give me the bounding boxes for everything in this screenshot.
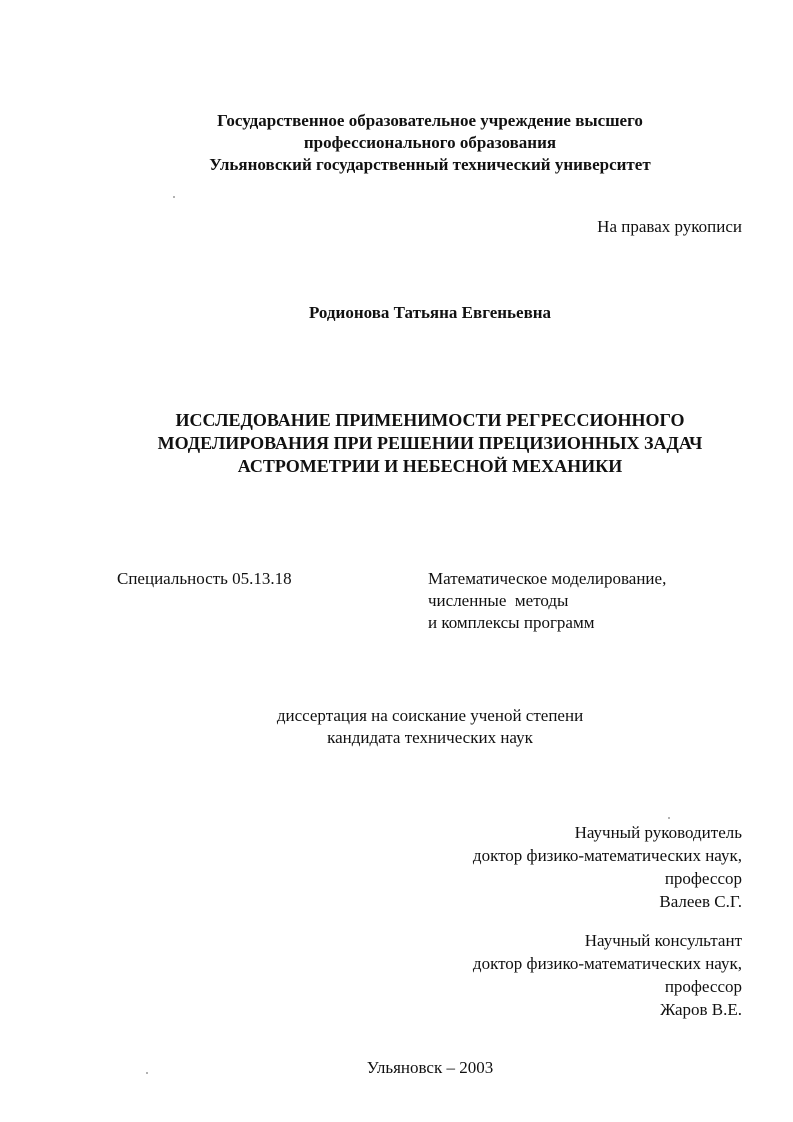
consultant-title: профессор (664, 977, 742, 996)
institution-heading (110, 110, 750, 176)
author-name: Родионова Татьяна Евгеньевна (308, 303, 552, 322)
title-line-1: ИССЛЕДОВАНИЕ ПРИМЕНИМОСТИ РЕГРЕССИОННОГО (175, 410, 685, 430)
scan-speck (173, 196, 175, 198)
title-line-2: МОДЕЛИРОВАНИЯ ПРИ РЕШЕНИИ ПРЕЦИЗИОННЫХ ЗАДАЧ (157, 433, 703, 453)
consultant-block (473, 929, 742, 1021)
supervisor-block (473, 821, 742, 913)
scan-speck (668, 817, 670, 819)
specialty-name-line-1: Математическое моделирование, (428, 569, 667, 588)
institution-line-1: Государственное образовательное учреждение высшего (217, 111, 643, 130)
institution-line-3: Ульяновский государственный технический университет (209, 155, 651, 174)
degree-line-1: диссертация на соискание ученой степени (276, 706, 584, 725)
specialty-name (428, 568, 666, 634)
consultant-degree: доктор физико-математических наук, (472, 954, 742, 973)
specialty-name-line-2: численные методы (428, 591, 569, 610)
degree-statement (110, 705, 750, 749)
degree-line-2: кандидата технических наук (327, 728, 533, 747)
institution-line-2: профессионального образования (303, 133, 557, 152)
consultant-name: Жаров В.Е. (660, 1000, 742, 1019)
supervisor-name: Валеев С.Г. (659, 892, 742, 911)
supervisor-title: профессор (664, 869, 742, 888)
consultant-role: Научный консультант (584, 931, 742, 950)
specialty-label: Специальность 05.13.18 (117, 569, 292, 588)
supervisor-degree: доктор физико-математических наук, (472, 846, 742, 865)
dissertation-title (110, 409, 750, 478)
city-year: Ульяновск – 2003 (366, 1058, 494, 1077)
title-line-3: АСТРОМЕТРИИ И НЕБЕСНОЙ МЕХАНИКИ (237, 456, 623, 476)
scan-speck (146, 1072, 148, 1074)
supervisor-role: Научный руководитель (574, 823, 742, 842)
manuscript-note: На правах рукописи (597, 217, 742, 236)
specialty-name-line-3: и комплексы программ (428, 613, 595, 632)
